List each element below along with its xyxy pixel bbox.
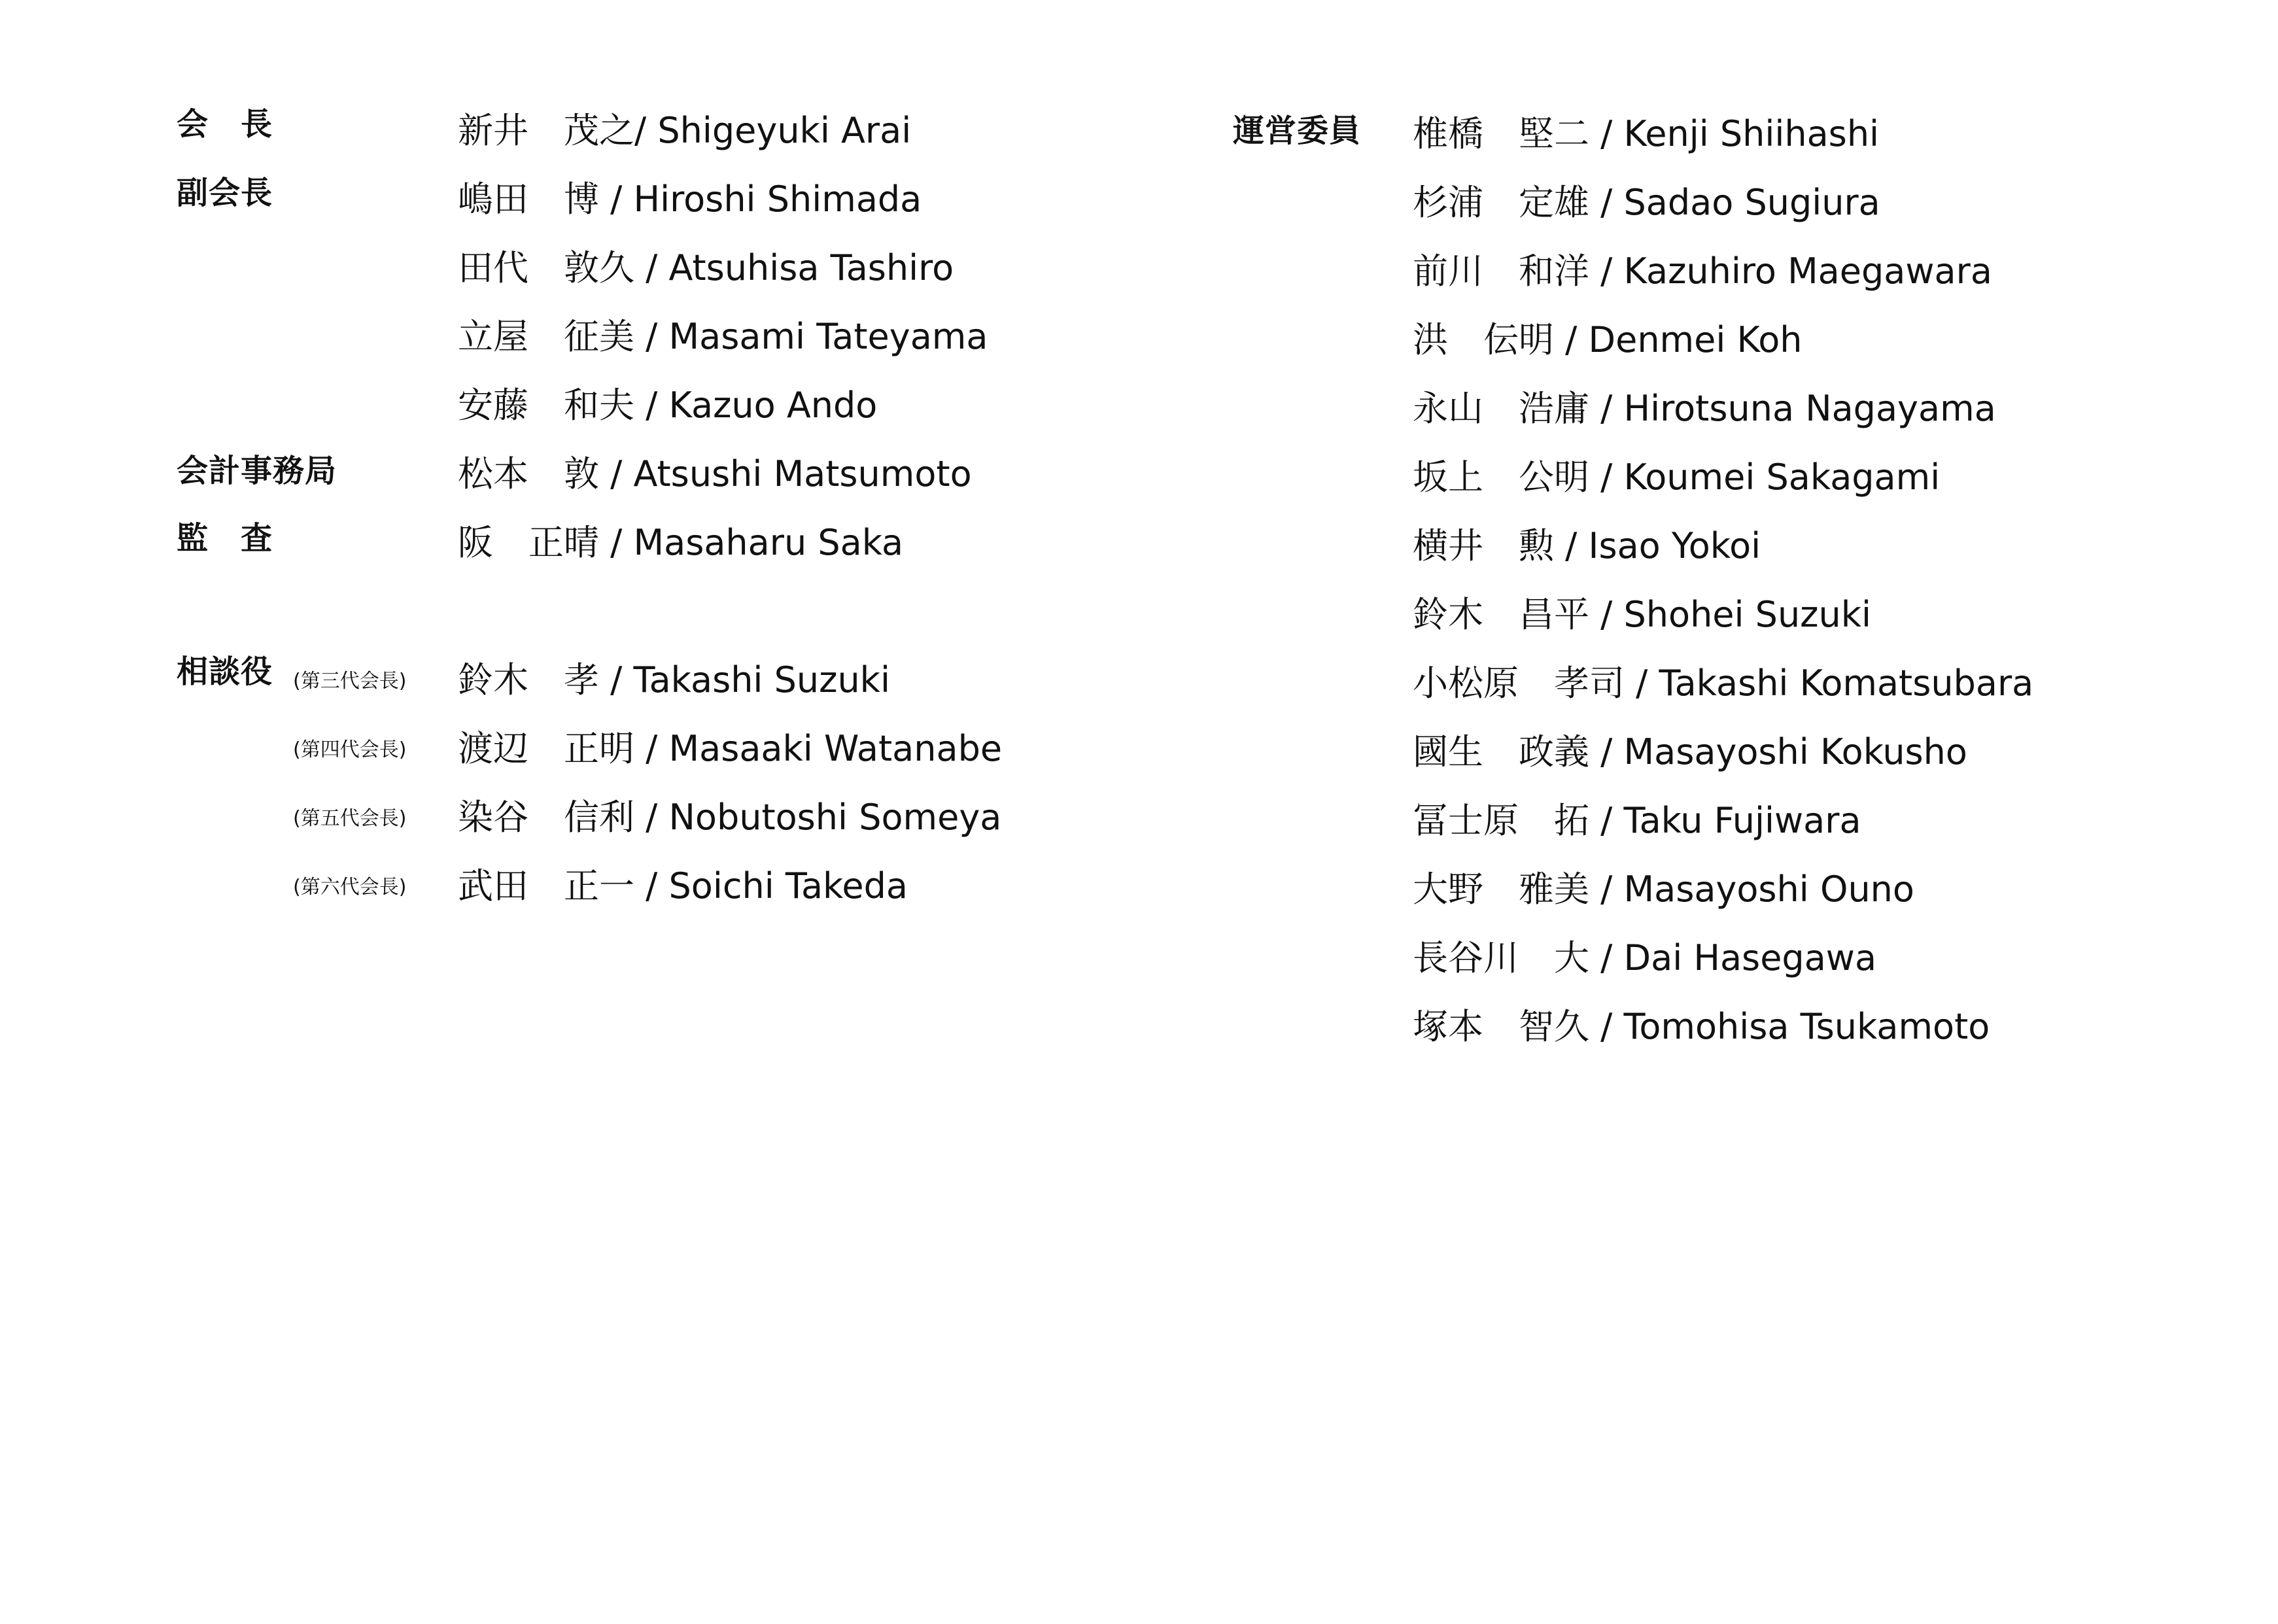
committee-member-2: 杉浦 定雄 / Sadao Sugiura <box>1413 182 1880 223</box>
role-auditor: 監 査 <box>177 520 273 557</box>
member-vice-2: 田代 敦久 / Atsuhisa Tashiro <box>458 247 954 288</box>
member-vice-1: 嶋田 博 / Hiroshi Shimada <box>458 179 922 220</box>
advisor-note-3: (第五代会長) <box>293 807 407 830</box>
role-treasurer: 会計事務局 <box>177 453 337 489</box>
role-vice-president: 副会長 <box>177 175 273 211</box>
advisor-note-1: (第三代会長) <box>293 670 407 693</box>
committee-member-3: 前川 和洋 / Kazuhiro Maegawara <box>1413 251 1992 292</box>
advisor-name-4: 武田 正一 / Soichi Takeda <box>458 865 908 907</box>
committee-member-12: 大野 雅美 / Masayoshi Ouno <box>1413 869 1914 910</box>
committee-member-1: 椎橋 堅二 / Kenji Shiihashi <box>1413 113 1880 154</box>
member-president: 新井 茂之/ Shigeyuki Arai <box>458 110 912 151</box>
advisor-note-2: (第四代会長) <box>293 738 407 761</box>
committee-member-6: 坂上 公明 / Koumei Sakagami <box>1413 457 1941 498</box>
committee-member-7: 横井 勲 / Isao Yokoi <box>1413 525 1761 566</box>
member-vice-3: 立屋 征美 / Masami Tateyama <box>458 316 988 357</box>
committee-member-11: 冨士原 拓 / Taku Fujiwara <box>1413 800 1861 841</box>
role-committee: 運営委員 <box>1233 112 1362 149</box>
committee-member-5: 永山 浩庸 / Hirotsuna Nagayama <box>1413 388 1996 429</box>
member-treasurer: 松本 敦 / Atsushi Matsumoto <box>458 453 972 494</box>
committee-member-10: 國生 政義 / Masayoshi Kokusho <box>1413 731 1967 772</box>
advisor-name-2: 渡辺 正明 / Masaaki Watanabe <box>458 728 1003 769</box>
advisor-name-1: 鈴木 孝 / Takashi Suzuki <box>458 659 890 700</box>
role-president: 会 長 <box>177 106 273 143</box>
member-vice-4: 安藤 和夫 / Kazuo Ando <box>458 385 878 426</box>
committee-member-14: 塚本 智久 / Tomohisa Tsukamoto <box>1413 1006 1990 1047</box>
member-auditor: 阪 正晴 / Masaharu Saka <box>458 522 904 563</box>
committee-member-8: 鈴木 昌平 / Shohei Suzuki <box>1413 594 1872 635</box>
advisor-note-4: (第六代会長) <box>293 876 407 899</box>
committee-member-4: 洪 伝明 / Denmei Koh <box>1413 319 1803 360</box>
advisor-name-3: 染谷 信利 / Nobutoshi Someya <box>458 797 1002 838</box>
committee-member-13: 長谷川 大 / Dai Hasegawa <box>1413 937 1877 978</box>
committee-member-9: 小松原 孝司 / Takashi Komatsubara <box>1413 663 2034 704</box>
role-advisor: 相談役 <box>177 653 273 690</box>
